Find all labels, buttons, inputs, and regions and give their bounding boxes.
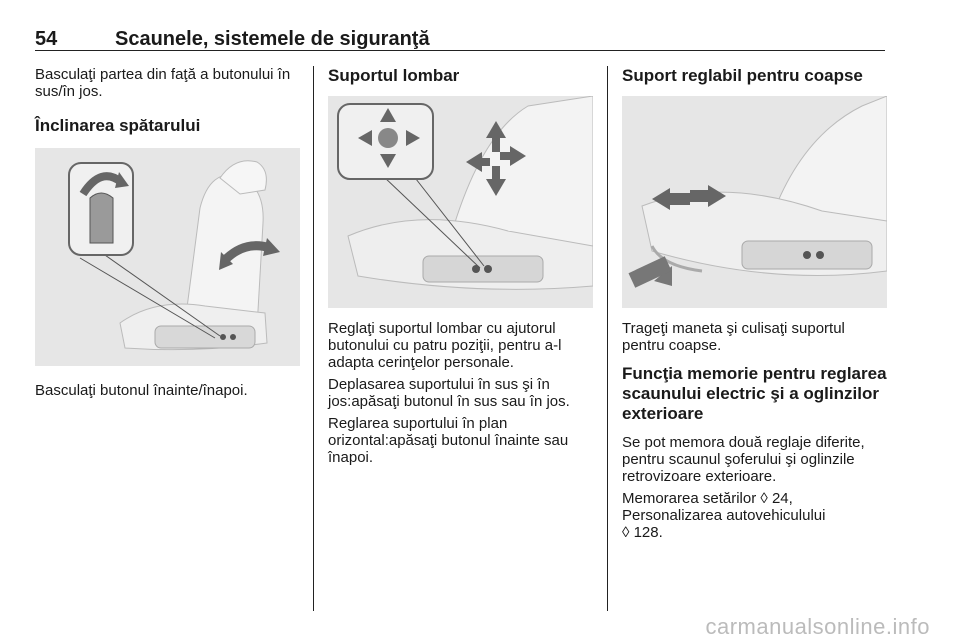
recline-caption: Basculaţi butonul înainte/înapoi. [35,382,248,399]
page-number: 54 [35,28,58,50]
memory-ref-2: Personalizarea autovehiculului [622,507,826,524]
lumbar-para-3: Reglarea suportului în plan orizontal:apăsaţi butonul înainte sau înapoi. [328,415,569,466]
memory-ref-1: Memorarea setărilor ◊ 24, [622,490,793,507]
lumbar-para-1: Reglaţi suportul lombar cu ajutorul butonului cu patru poziţii, pentru a-l adapta cerinţelor personale. [328,320,562,371]
lumbar-illustration [328,96,593,308]
seat-recline-illustration [35,148,300,366]
memory-para-1: Se pot memora două reglaje diferite, pentru scaunul şoferului şi oglinzile retrovizoare exterioare. [622,434,865,485]
section-heading-recline: Înclinarea spătarului [35,116,201,135]
figure-lumbar [328,96,593,308]
thigh-support-para: Trageţi maneta şi culisaţi suportul pentru coapse. [622,320,845,354]
page-header [35,28,885,50]
chapter-title: Scaunele, sistemele de siguranţă [115,28,430,50]
column-divider-1 [313,66,314,611]
figure-thigh-support [622,96,887,308]
column-left [35,66,300,399]
thigh-support-illustration [622,96,887,308]
section-heading-memory: Funcţia memorie pentru reglarea scaunului electric şi a oglinzilor exterioare [622,364,887,423]
column-right [622,66,887,541]
intro-text: Basculaţi partea din faţă a butonului în sus/în jos. [35,66,291,100]
header-rule [35,50,885,51]
watermark: carmanualsonline.info [705,614,930,639]
lumbar-para-2: Deplasarea suportului în sus şi în jos:apăsaţi butonul în sus sau în jos. [328,376,570,410]
figure-recline [35,148,300,366]
section-heading-thigh-support: Suport reglabil pentru coapse [622,66,863,85]
section-heading-lumbar: Suportul lombar [328,66,460,85]
column-middle [328,66,593,466]
memory-ref-3: ◊ 128. [622,524,663,541]
column-divider-2 [607,66,608,611]
